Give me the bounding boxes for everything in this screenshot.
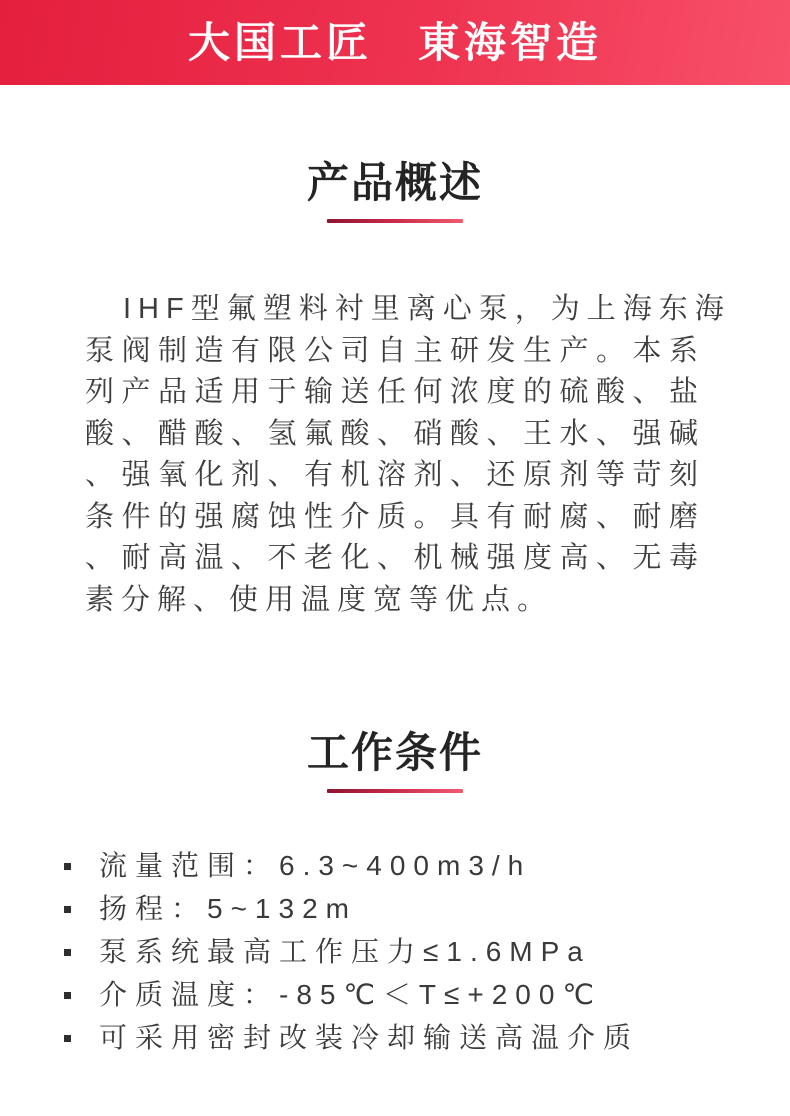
list-item-text: 介质温度：-85℃＜T≤+200℃ (99, 978, 602, 1010)
list-item (64, 930, 790, 973)
list-item (64, 1016, 790, 1059)
bullet-dot-icon (64, 906, 71, 913)
list-item (64, 844, 790, 887)
banner-title: 大国工匠 東海智造 (187, 18, 602, 66)
list-item (64, 887, 790, 930)
list-item-text: 可采用密封改装冷却输送高温介质 (99, 1021, 640, 1053)
working-conditions-list (64, 844, 790, 1059)
paragraph-line: IHF型氟塑料衬里离心泵，为上海东海 (123, 293, 731, 325)
working-conditions-section-title: 工作条件 (306, 729, 483, 776)
overview-title-underline (327, 219, 463, 223)
top-banner (0, 0, 790, 85)
section-working-conditions (0, 731, 790, 1059)
list-item-text: 扬程：5~132m (99, 892, 357, 924)
bullet-dot-icon (64, 949, 71, 956)
section-overview (0, 161, 790, 621)
list-item-text: 泵系统最高工作压力≤1.6MPa (99, 935, 591, 967)
working-conditions-title-underline (327, 789, 463, 793)
paragraph-line: 泵阀制造有限公司自主研发生产。本系 (85, 334, 705, 367)
bullet-dot-icon (64, 992, 71, 999)
paragraph-line: 酸、醋酸、氢氟酸、硝酸、王水、强碱 (85, 417, 705, 450)
paragraph-line: 素分解、使用温度宽等优点。 (85, 583, 554, 616)
paragraph-line: 条件的强腐蚀性介质。具有耐腐、耐磨 (85, 500, 705, 533)
list-item-text: 流量范围：6.3~400m3/h (99, 849, 532, 881)
paragraph-line: 列产品适用于输送任何浓度的硫酸、盐 (85, 376, 705, 408)
paragraph-line: 、耐高温、不老化、机械强度高、无毒 (85, 542, 705, 574)
paragraph-line: 、强氧化剂、有机溶剂、还原剂等苛刻 (85, 459, 705, 491)
overview-paragraph (85, 289, 731, 621)
list-item (64, 973, 790, 1016)
overview-section-title: 产品概述 (306, 159, 483, 206)
bullet-dot-icon (64, 1035, 71, 1042)
bullet-dot-icon (64, 863, 71, 870)
